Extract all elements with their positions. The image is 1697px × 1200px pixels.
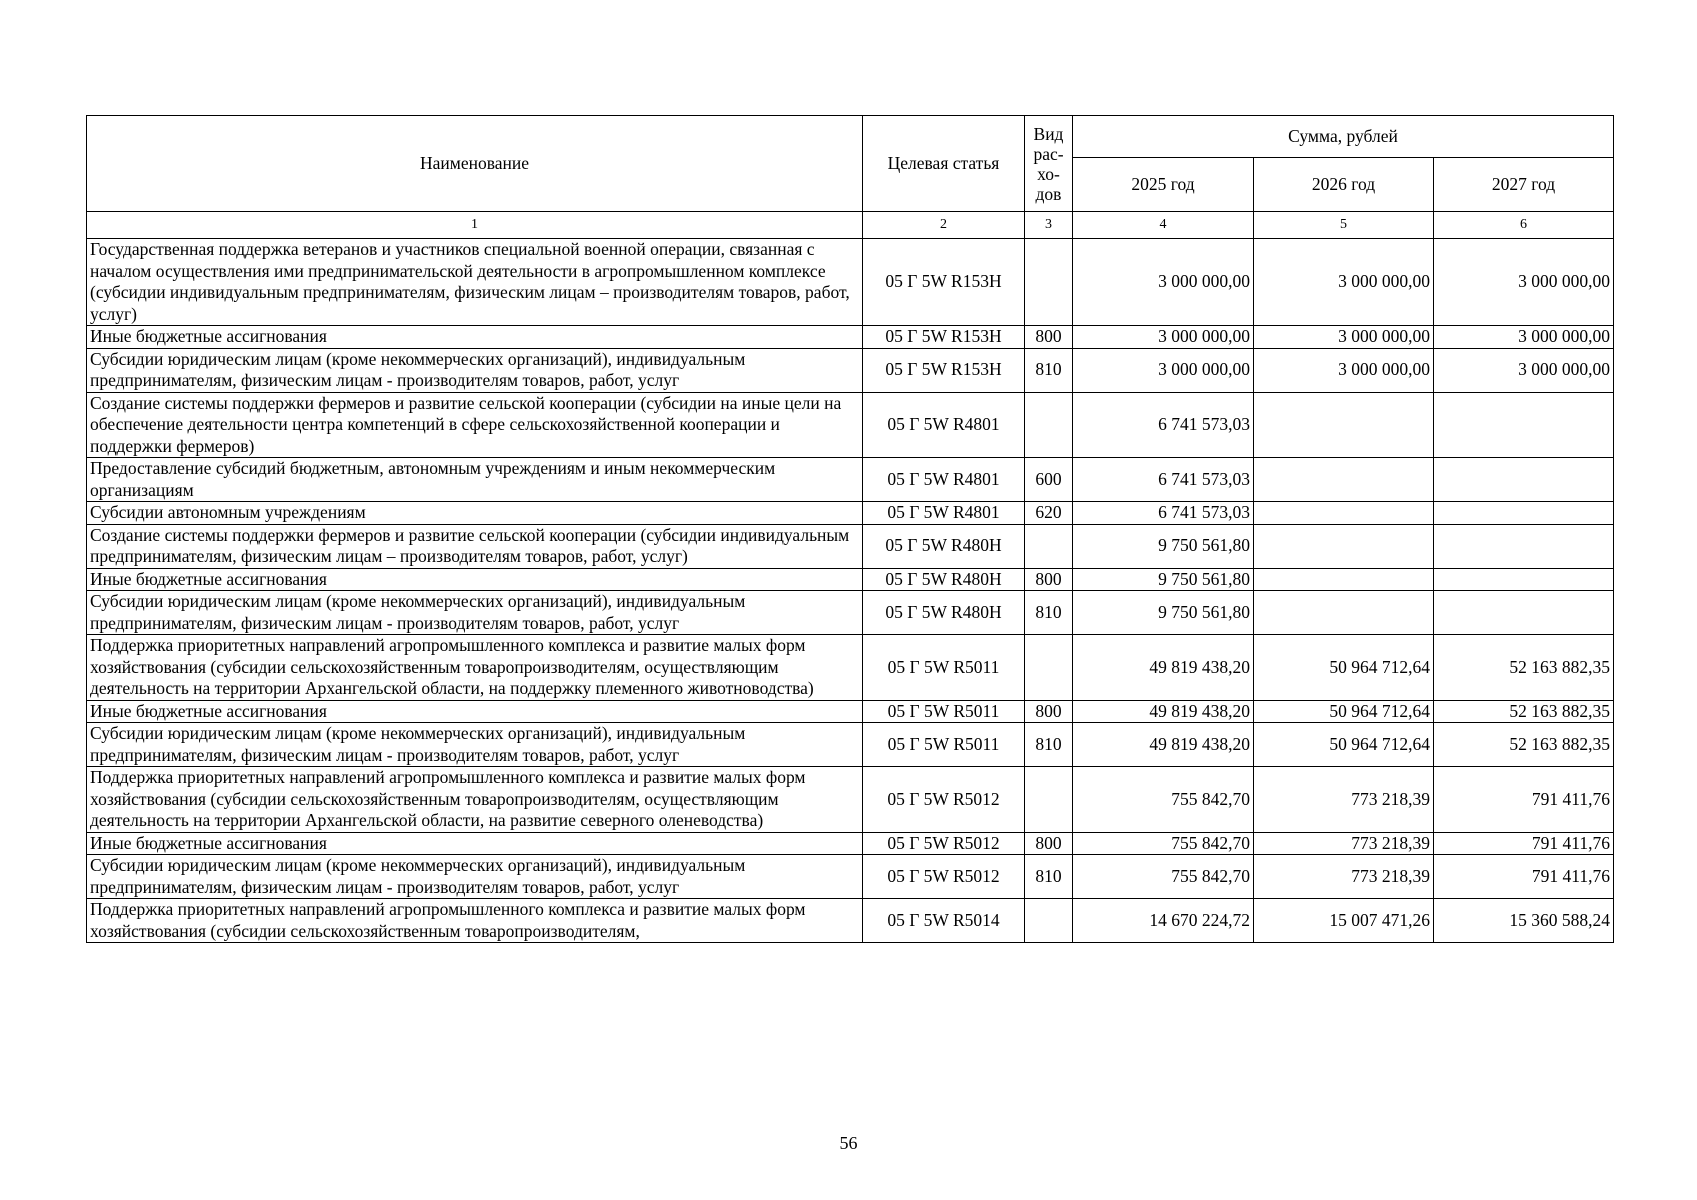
- row-expense-type: 810: [1025, 723, 1073, 767]
- row-expense-type: 800: [1025, 326, 1073, 349]
- row-target-code: 05 Г 5W R5012: [863, 832, 1025, 855]
- row-name: Субсидии юридическим лицам (кроме некоммерческих организаций), индивидуальным предпринимателям, физическим лицам - производителям товаров, работ, услуг: [87, 348, 863, 392]
- row-amount-2025: 3 000 000,00: [1073, 326, 1254, 349]
- header-name: Наименование: [87, 116, 863, 212]
- row-target-code: 05 Г 5W R153H: [863, 239, 1025, 326]
- row-amount-2027: [1434, 568, 1614, 591]
- row-amount-2027: 791 411,76: [1434, 832, 1614, 855]
- header-type-line: Вид: [1033, 123, 1064, 144]
- row-amount-2025: 6 741 573,03: [1073, 458, 1254, 502]
- row-name: Иные бюджетные ассигнования: [87, 568, 863, 591]
- row-target-code: 05 Г 5W R153H: [863, 326, 1025, 349]
- header-expense-type: [1025, 116, 1073, 212]
- row-name: Иные бюджетные ассигнования: [87, 700, 863, 723]
- row-amount-2027: 3 000 000,00: [1434, 326, 1614, 349]
- column-number: 2: [863, 212, 1025, 239]
- row-amount-2025: 755 842,70: [1073, 767, 1254, 833]
- row-target-code: 05 Г 5W R480H: [863, 591, 1025, 635]
- row-expense-type: 810: [1025, 855, 1073, 899]
- row-target-code: 05 Г 5W R5011: [863, 635, 1025, 701]
- row-target-code: 05 Г 5W R480H: [863, 568, 1025, 591]
- row-target-code: 05 Г 5W R5011: [863, 700, 1025, 723]
- page-number: 56: [839, 1133, 858, 1153]
- row-target-code: 05 Г 5W R4801: [863, 392, 1025, 458]
- row-amount-2025: 49 819 438,20: [1073, 723, 1254, 767]
- row-expense-type: 810: [1025, 348, 1073, 392]
- row-amount-2025: 9 750 561,80: [1073, 524, 1254, 568]
- row-amount-2025: 6 741 573,03: [1073, 502, 1254, 525]
- column-number: 3: [1025, 212, 1073, 239]
- row-amount-2025: 49 819 438,20: [1073, 700, 1254, 723]
- header-year-2027: 2027 год: [1434, 158, 1614, 212]
- row-name: Поддержка приоритетных направлений агропромышленного комплекса и развитие малых форм хозяйствования (субсидии сельскохозяйственным товаропроизводителям, осуществляющим деятельность на территории Архангельской области, на поддержку племенного животноводства): [87, 635, 863, 701]
- table-row: [87, 635, 1614, 701]
- row-amount-2025: 3 000 000,00: [1073, 239, 1254, 326]
- row-target-code: 05 Г 5W R4801: [863, 458, 1025, 502]
- table-header: [87, 116, 1614, 239]
- row-amount-2026: [1254, 502, 1434, 525]
- row-amount-2027: [1434, 392, 1614, 458]
- row-amount-2027: 791 411,76: [1434, 855, 1614, 899]
- row-amount-2026: 3 000 000,00: [1254, 348, 1434, 392]
- row-amount-2027: 52 163 882,35: [1434, 700, 1614, 723]
- row-amount-2025: 9 750 561,80: [1073, 591, 1254, 635]
- row-expense-type: 600: [1025, 458, 1073, 502]
- row-amount-2027: 3 000 000,00: [1434, 239, 1614, 326]
- row-amount-2026: 773 218,39: [1254, 767, 1434, 833]
- table-body: [87, 239, 1614, 943]
- table-row: [87, 767, 1614, 833]
- row-amount-2027: [1434, 458, 1614, 502]
- row-amount-2027: [1434, 524, 1614, 568]
- row-expense-type: [1025, 239, 1073, 326]
- row-expense-type: 800: [1025, 568, 1073, 591]
- column-number: 4: [1073, 212, 1254, 239]
- row-name: Предоставление субсидий бюджетным, автономным учреждениям и иным некоммерческим организациям: [87, 458, 863, 502]
- row-amount-2025: 6 741 573,03: [1073, 392, 1254, 458]
- row-name: Создание системы поддержки фермеров и развитие сельской кооперации (субсидии индивидуальным предпринимателям, физическим лицам – производителям товаров, работ, услуг): [87, 524, 863, 568]
- row-amount-2027: 52 163 882,35: [1434, 723, 1614, 767]
- row-expense-type: [1025, 767, 1073, 833]
- row-amount-2025: 49 819 438,20: [1073, 635, 1254, 701]
- row-amount-2027: 791 411,76: [1434, 767, 1614, 833]
- row-amount-2026: 50 964 712,64: [1254, 723, 1434, 767]
- table-row: [87, 348, 1614, 392]
- table-row: [87, 855, 1614, 899]
- row-target-code: 05 Г 5W R4801: [863, 502, 1025, 525]
- row-amount-2026: [1254, 392, 1434, 458]
- header-year-2026: 2026 год: [1254, 158, 1434, 212]
- row-amount-2027: 52 163 882,35: [1434, 635, 1614, 701]
- table-row: [87, 458, 1614, 502]
- row-amount-2027: [1434, 502, 1614, 525]
- row-amount-2027: [1434, 591, 1614, 635]
- row-target-code: 05 Г 5W R5012: [863, 767, 1025, 833]
- row-target-code: 05 Г 5W R5011: [863, 723, 1025, 767]
- row-name: Иные бюджетные ассигнования: [87, 832, 863, 855]
- table-row: [87, 239, 1614, 326]
- header-type-line: рас-: [1033, 143, 1064, 164]
- row-name: Создание системы поддержки фермеров и развитие сельской кооперации (субсидии на иные цели на обеспечение деятельности центра компетенций в сфере сельскохозяйственной кооперации и поддержки фермеров): [87, 392, 863, 458]
- header-sum: Сумма, рублей: [1073, 116, 1614, 158]
- row-expense-type: [1025, 899, 1073, 943]
- column-number: 5: [1254, 212, 1434, 239]
- table-row: [87, 392, 1614, 458]
- header-type-line: дов: [1035, 183, 1062, 204]
- table-row: [87, 326, 1614, 349]
- row-name: Поддержка приоритетных направлений агропромышленного комплекса и развитие малых форм хозяйствования (субсидии сельскохозяйственным товаропроизводителям, осуществляющим деятельность на территории Архангельской области, на развитие северного оленеводства): [87, 767, 863, 833]
- row-name: Субсидии юридическим лицам (кроме некоммерческих организаций), индивидуальным предпринимателям, физическим лицам - производителям товаров, работ, услуг: [87, 855, 863, 899]
- table-row: [87, 502, 1614, 525]
- row-amount-2026: 773 218,39: [1254, 832, 1434, 855]
- row-amount-2025: 755 842,70: [1073, 832, 1254, 855]
- row-amount-2026: [1254, 524, 1434, 568]
- row-name: Поддержка приоритетных направлений агропромышленного комплекса и развитие малых форм хозяйствования (субсидии сельскохозяйственным товаропроизводителям,: [87, 899, 863, 943]
- table-row: [87, 591, 1614, 635]
- header-type-line: хо-: [1037, 163, 1060, 184]
- row-amount-2025: 14 670 224,72: [1073, 899, 1254, 943]
- row-expense-type: 800: [1025, 832, 1073, 855]
- row-name: Субсидии юридическим лицам (кроме некоммерческих организаций), индивидуальным предпринимателям, физическим лицам - производителям товаров, работ, услуг: [87, 723, 863, 767]
- row-name: Иные бюджетные ассигнования: [87, 326, 863, 349]
- table-row: [87, 568, 1614, 591]
- row-expense-type: [1025, 524, 1073, 568]
- row-target-code: 05 Г 5W R5014: [863, 899, 1025, 943]
- row-target-code: 05 Г 5W R153H: [863, 348, 1025, 392]
- row-amount-2026: 773 218,39: [1254, 855, 1434, 899]
- row-name: Государственная поддержка ветеранов и участников специальной военной операции, связанная с началом осуществления ими предпринимательской деятельности в агропромышленном комплексе (субсидии индивидуальным предпринимателям, физическим лицам – производителям товаров, работ, услуг): [87, 239, 863, 326]
- header-target: Целевая статья: [863, 116, 1025, 212]
- row-amount-2026: [1254, 591, 1434, 635]
- row-expense-type: [1025, 392, 1073, 458]
- row-target-code: 05 Г 5W R5012: [863, 855, 1025, 899]
- row-amount-2026: [1254, 568, 1434, 591]
- column-number: 6: [1434, 212, 1614, 239]
- table-row: [87, 723, 1614, 767]
- row-amount-2026: 15 007 471,26: [1254, 899, 1434, 943]
- row-amount-2025: 755 842,70: [1073, 855, 1254, 899]
- row-name: Субсидии автономным учреждениям: [87, 502, 863, 525]
- row-expense-type: 810: [1025, 591, 1073, 635]
- row-expense-type: 800: [1025, 700, 1073, 723]
- row-amount-2027: 15 360 588,24: [1434, 899, 1614, 943]
- row-name: Субсидии юридическим лицам (кроме некоммерческих организаций), индивидуальным предпринимателям, физическим лицам - производителям товаров, работ, услуг: [87, 591, 863, 635]
- budget-table: [86, 115, 1614, 943]
- row-expense-type: [1025, 635, 1073, 701]
- column-number: 1: [87, 212, 863, 239]
- table-row: [87, 832, 1614, 855]
- header-year-2025: 2025 год: [1073, 158, 1254, 212]
- row-amount-2026: 50 964 712,64: [1254, 635, 1434, 701]
- row-amount-2026: 50 964 712,64: [1254, 700, 1434, 723]
- column-number-row: [87, 212, 1614, 239]
- row-target-code: 05 Г 5W R480H: [863, 524, 1025, 568]
- table-row: [87, 700, 1614, 723]
- row-amount-2026: 3 000 000,00: [1254, 239, 1434, 326]
- row-amount-2026: [1254, 458, 1434, 502]
- row-amount-2026: 3 000 000,00: [1254, 326, 1434, 349]
- table-row: [87, 524, 1614, 568]
- table-row: [87, 899, 1614, 943]
- row-amount-2027: 3 000 000,00: [1434, 348, 1614, 392]
- row-amount-2025: 3 000 000,00: [1073, 348, 1254, 392]
- row-expense-type: 620: [1025, 502, 1073, 525]
- row-amount-2025: 9 750 561,80: [1073, 568, 1254, 591]
